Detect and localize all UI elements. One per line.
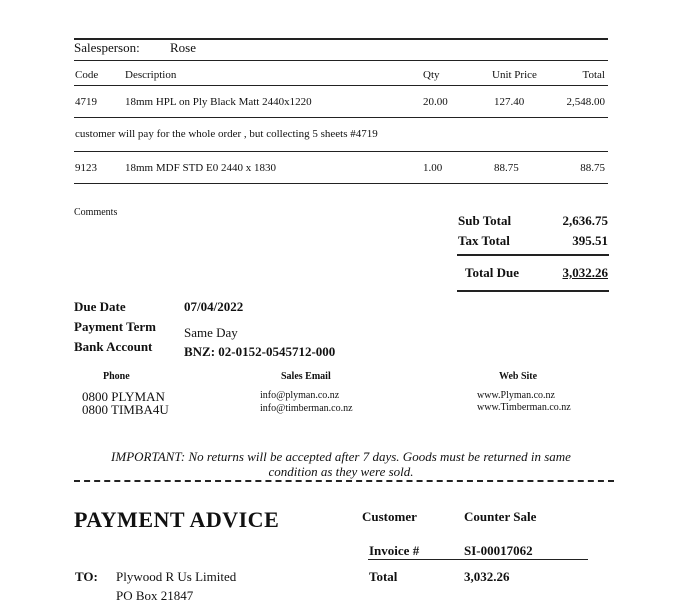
salesperson-label: Salesperson:: [74, 40, 140, 55]
to-line-2: PO Box 21847: [116, 588, 194, 603]
table-row-qty: 1.00: [423, 162, 443, 174]
total-due-rule: [457, 290, 609, 292]
customer-label: Customer: [362, 509, 417, 524]
total-due-value: 3,032.26: [562, 265, 608, 280]
order-note: customer will pay for the whole order , but collecting 5 sheets #4719: [75, 128, 378, 140]
web-1: www.Plyman.co.nz: [477, 390, 555, 401]
to-label: TO:: [75, 569, 98, 584]
invoice-value: SI-00017062: [464, 543, 533, 558]
invoice-label: Invoice #: [369, 543, 420, 558]
bank-account-label: Bank Account: [74, 339, 153, 354]
header-qty: Qty: [423, 69, 440, 81]
table-row-unit-price: 127.40: [494, 96, 525, 108]
sales-email-label: Sales Email: [281, 371, 331, 382]
header-rule: [74, 85, 608, 86]
table-row-code: 9123: [75, 162, 97, 174]
note-rule: [74, 151, 608, 152]
header-code: Code: [75, 69, 99, 81]
table-row-unit-price: 88.75: [494, 162, 519, 174]
advice-total-value: 3,032.26: [464, 569, 510, 584]
phone-label: Phone: [103, 371, 130, 382]
payment-term-label: Payment Term: [74, 319, 156, 334]
table-row-total: 2,548.00: [566, 96, 605, 108]
important-line-1: No returns will be accepted after 7 days. Goods must be returned in same: [185, 449, 571, 464]
table-bottom-rule: [74, 183, 608, 184]
table-row-description: 18mm HPL on Ply Black Matt 2440x1220: [125, 96, 312, 108]
sub-total-value: 2,636.75: [562, 213, 608, 228]
header-description: Description: [125, 69, 177, 81]
due-date-label: Due Date: [74, 299, 126, 314]
tax-total-value: 395.51: [572, 233, 608, 248]
tax-total-label: Tax Total: [458, 233, 510, 248]
to-line-1: Plywood R Us Limited: [116, 569, 237, 584]
customer-value: Counter Sale: [464, 509, 537, 524]
table-row-description: 18mm MDF STD E0 2440 x 1830: [125, 162, 276, 174]
phone-2: 0800 TIMBA4U: [82, 402, 169, 417]
totals-rule: [457, 254, 609, 256]
salesperson-value: Rose: [170, 40, 196, 55]
payment-advice-title: PAYMENT ADVICE: [74, 507, 280, 532]
header-total: Total: [582, 69, 605, 81]
header-unit-price: Unit Price: [492, 69, 537, 81]
important-notice: [74, 449, 608, 479]
sub-total-label: Sub Total: [458, 213, 512, 228]
bank-account-value: BNZ: 02-0152-0545712-000: [184, 344, 336, 359]
email-1: info@plyman.co.nz: [260, 390, 340, 401]
important-prefix: IMPORTANT:: [111, 449, 186, 464]
invoice-rule: [368, 559, 588, 560]
tear-off-line: [74, 480, 614, 482]
top-rule: [74, 38, 608, 40]
web-site-label: Web Site: [499, 371, 538, 382]
comments-label: Comments: [74, 207, 118, 218]
salesperson-rule: [74, 60, 608, 61]
total-due-label: Total Due: [465, 265, 520, 280]
payment-term-value: Same Day: [184, 325, 238, 340]
advice-total-label: Total: [369, 569, 398, 584]
due-date-value: 07/04/2022: [184, 299, 244, 314]
table-row-qty: 20.00: [423, 96, 448, 108]
table-row-total: 88.75: [580, 162, 605, 174]
email-2: info@timberman.co.nz: [260, 403, 353, 414]
table-row-code: 4719: [75, 96, 97, 108]
phone-1: 0800 PLYMAN: [82, 389, 165, 404]
row-rule: [74, 117, 608, 118]
web-2: www.Timberman.co.nz: [477, 402, 571, 413]
important-line-2: condition as they were sold.: [268, 464, 414, 479]
